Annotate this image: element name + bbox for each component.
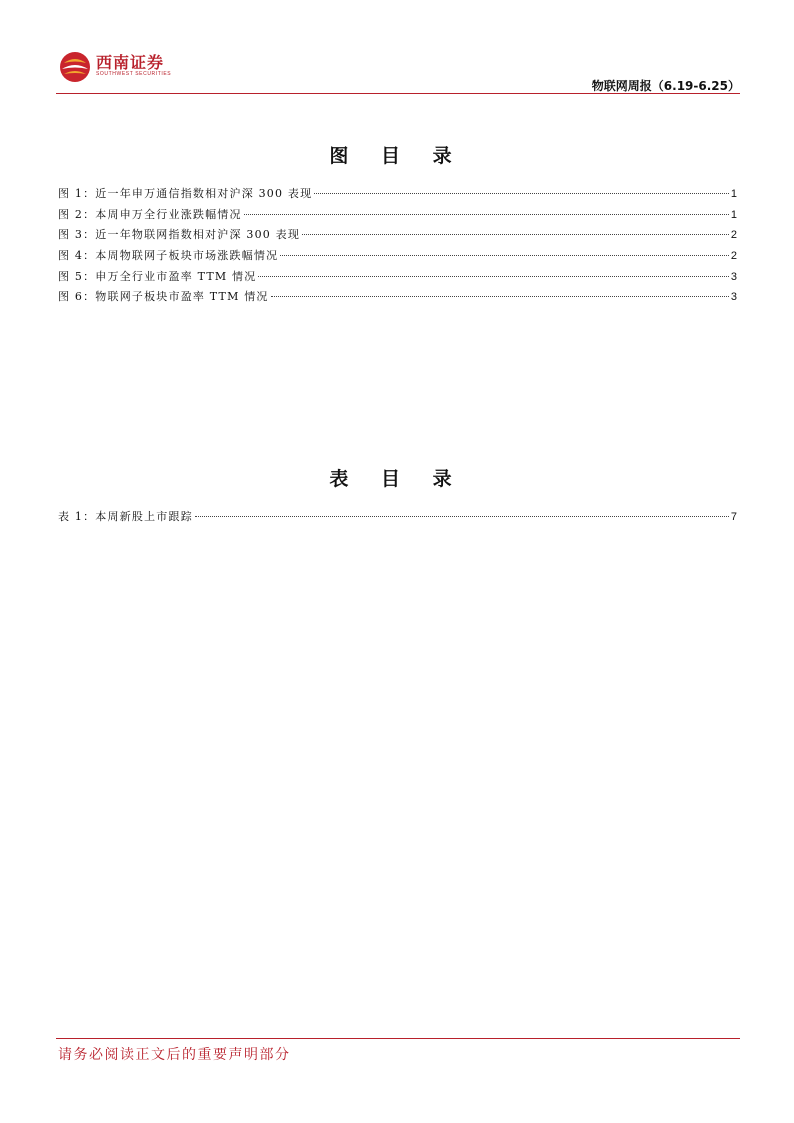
toc-entry-label: 图 1：近一年申万通信指数相对沪深 300 表现: [58, 187, 313, 200]
toc-entry-label: 图 5：申万全行业市盈率 TTM 情况: [58, 269, 257, 283]
toc-entry[interactable]: [58, 247, 737, 268]
page-header: [56, 44, 740, 94]
figure-toc-list: [58, 185, 737, 309]
toc-entry-label: 图 4：本周物联网子板块市场涨跌幅情况: [58, 249, 279, 263]
toc-leader-dots: [258, 276, 728, 277]
toc-entry[interactable]: [58, 206, 737, 227]
toc-entry-page: 2: [730, 229, 737, 242]
toc-entry-page: 3: [730, 270, 737, 283]
toc-entry-label: 图 3：近一年物联网指数相对沪深 300 表现: [58, 228, 301, 242]
figure-toc-title: 图 目 录: [329, 145, 465, 167]
toc-entry[interactable]: [58, 226, 737, 247]
toc-leader-dots: [314, 193, 729, 194]
toc-leader-dots: [302, 234, 729, 235]
report-title: 物联网周报（6.19-6.25）: [591, 79, 740, 93]
footer-divider: [56, 1038, 740, 1039]
toc-leader-dots: [271, 296, 729, 297]
toc-entry-page: 3: [730, 291, 737, 304]
toc-entry[interactable]: [58, 268, 737, 289]
logo-subtitle: SOUTHWEST SECURITIES: [96, 71, 172, 77]
toc-entry-page: 1: [730, 188, 737, 200]
toc-entry[interactable]: [58, 288, 737, 309]
logo-text: 西南证券: [96, 53, 165, 72]
toc-entry[interactable]: [58, 185, 737, 206]
toc-entry-page: 2: [730, 250, 737, 263]
toc-entry-label: 表 1：本周新股上市跟踪: [58, 510, 193, 523]
toc-leader-dots: [280, 255, 729, 256]
toc-entry-label: 图 2：本周申万全行业涨跌幅情况: [58, 207, 242, 221]
toc-entry[interactable]: [58, 508, 737, 529]
toc-leader-dots: [244, 214, 729, 215]
toc-leader-dots: [195, 516, 729, 517]
toc-entry-label: 图 6：物联网子板块市盈率 TTM 情况: [58, 290, 269, 304]
table-toc-title: 表 目 录: [329, 468, 465, 490]
logo-emblem-icon: [58, 50, 92, 84]
company-logo: [56, 46, 216, 86]
table-toc-list: [58, 508, 737, 529]
toc-entry-page: 7: [730, 511, 737, 523]
header-divider: [56, 93, 740, 94]
toc-entry-page: 1: [730, 208, 737, 221]
footer-disclaimer: 请务必阅读正文后的重要声明部分: [58, 1047, 291, 1063]
